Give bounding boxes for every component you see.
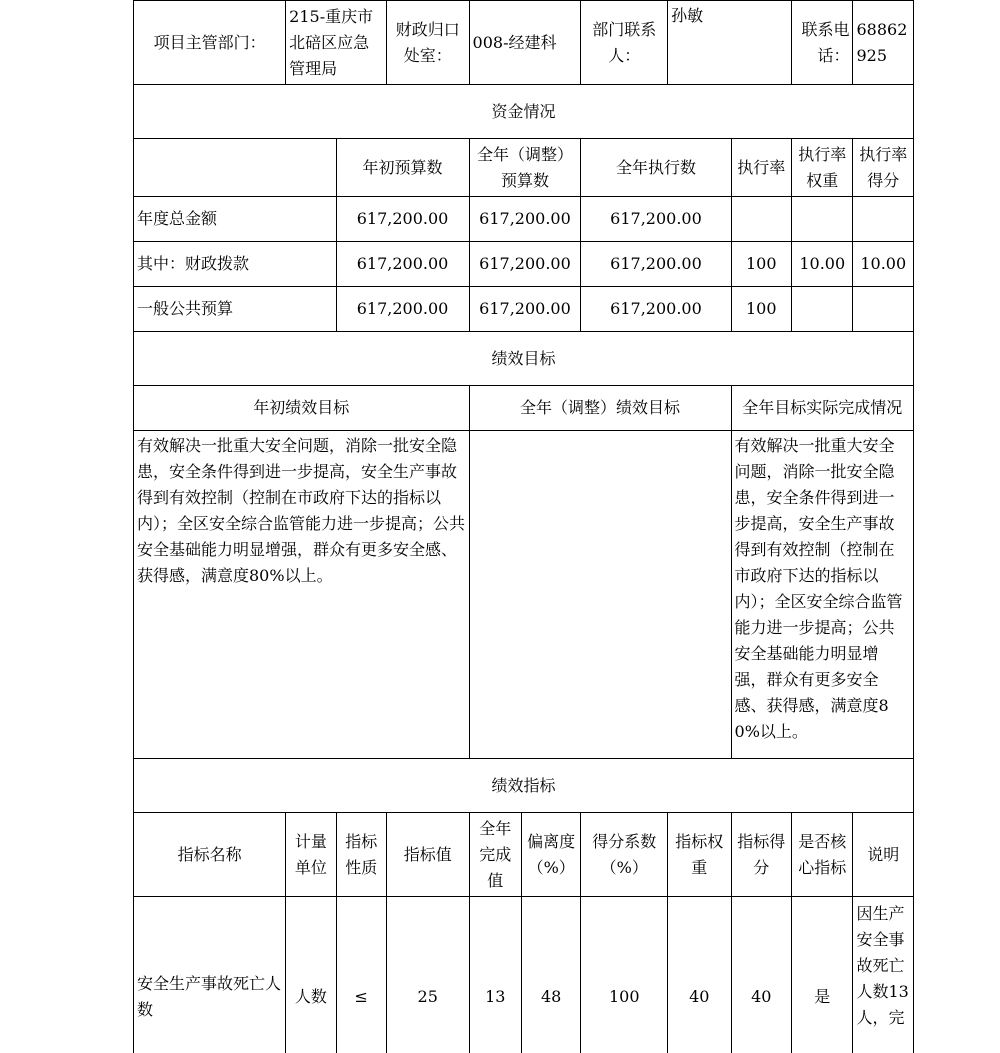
goals-content-row	[134, 431, 914, 759]
funds-row-rate	[731, 197, 791, 242]
funds-header-row	[134, 139, 914, 197]
funds-header-weight: 执行率权重	[792, 139, 853, 197]
funds-row-weight	[792, 197, 853, 242]
ind-name: 安全生产事故死亡人数	[134, 897, 286, 1053]
ind-header-core: 是否核心指标	[792, 813, 853, 897]
funds-row-label: 一般公共预算	[134, 287, 337, 332]
phone-label: 联系电话：	[792, 1, 853, 85]
finance-value: 008-经建科	[469, 1, 581, 85]
performance-table	[133, 0, 914, 1053]
funds-row	[134, 242, 914, 287]
contact-value: 孙敏	[668, 1, 792, 85]
goals-header-actual: 全年目标实际完成情况	[731, 386, 913, 431]
funds-row-initial: 617,200.00	[336, 197, 469, 242]
funds-row-score	[853, 197, 914, 242]
funds-header-initial: 年初预算数	[336, 139, 469, 197]
contact-label: 部门联系人：	[581, 1, 668, 85]
ind-header-target: 指标值	[386, 813, 469, 897]
funds-row-score: 10.00	[853, 242, 914, 287]
dept-value: 215-重庆市北碚区应急管理局	[286, 1, 387, 85]
ind-header-deviation: 偏离度（%）	[521, 813, 580, 897]
goals-adjusted-text	[469, 431, 731, 759]
ind-actual: 13	[469, 897, 521, 1053]
funds-row-score	[853, 287, 914, 332]
ind-coef: 100	[581, 897, 668, 1053]
goals-header-adjusted: 全年（调整）绩效目标	[469, 386, 731, 431]
finance-label: 财政归口处室：	[386, 1, 469, 85]
ind-nature: ≤	[336, 897, 386, 1053]
funds-row-initial: 617,200.00	[336, 242, 469, 287]
funds-row-executed: 617,200.00	[581, 287, 731, 332]
ind-header-actual: 全年完成值	[469, 813, 521, 897]
funds-header-blank	[134, 139, 337, 197]
indicators-header-row	[134, 813, 914, 897]
funds-row-adjusted: 617,200.00	[469, 242, 581, 287]
ind-target: 25	[386, 897, 469, 1053]
ind-header-weight: 指标权重	[668, 813, 731, 897]
funds-row-label: 其中：财政拨款	[134, 242, 337, 287]
funds-row-initial: 617,200.00	[336, 287, 469, 332]
goals-section-title: 绩效目标	[134, 332, 914, 386]
funds-row	[134, 197, 914, 242]
funds-row-adjusted: 617,200.00	[469, 197, 581, 242]
ind-weight: 40	[668, 897, 731, 1053]
ind-note: 因生产安全事故死亡人数13人，完	[856, 904, 909, 1027]
ind-deviation: 48	[521, 897, 580, 1053]
goals-initial-text: 有效解决一批重大安全问题，消除一批安全隐患，安全条件得到进一步提高，安全生产事故得到有效控制（控制在市政府下达的指标以内）；全区安全综合监管能力进一步提高；公共安全基础能力明显增强，群众有更多安全感、获得感，满意度80%以上。	[134, 431, 470, 759]
ind-header-coef: 得分系数（%）	[581, 813, 668, 897]
ind-header-unit: 计量单位	[286, 813, 336, 897]
ind-header-score: 指标得分	[731, 813, 791, 897]
ind-header-nature: 指标性质	[336, 813, 386, 897]
ind-header-name: 指标名称	[134, 813, 286, 897]
goals-header-row	[134, 386, 914, 431]
ind-score: 40	[731, 897, 791, 1053]
funds-header-adjusted: 全年（调整）预算数	[469, 139, 581, 197]
funds-row-executed: 617,200.00	[581, 197, 731, 242]
funds-row-weight: 10.00	[792, 242, 853, 287]
funds-row-weight	[792, 287, 853, 332]
funds-header-score: 执行率得分	[853, 139, 914, 197]
funds-row-label: 年度总金额	[134, 197, 337, 242]
funds-row	[134, 287, 914, 332]
header-row	[134, 1, 914, 85]
funds-row-rate: 100	[731, 287, 791, 332]
goals-header-initial: 年初绩效目标	[134, 386, 470, 431]
ind-core: 是	[792, 897, 853, 1053]
funds-header-executed: 全年执行数	[581, 139, 731, 197]
funds-section-title: 资金情况	[134, 85, 914, 139]
goals-actual-text: 有效解决一批重大安全问题，消除一批安全隐患，安全条件得到进一步提高，安全生产事故得到有效控制（控制在市政府下达的指标以内）；全区安全综合监管能力进一步提高；公共安全基础能力明显增强，群众有更多安全感、获得感，满意度80%以上。	[731, 431, 913, 759]
ind-unit: 人数	[286, 897, 336, 1053]
dept-label: 项目主管部门：	[134, 1, 286, 85]
funds-row-adjusted: 617,200.00	[469, 287, 581, 332]
funds-row-rate: 100	[731, 242, 791, 287]
funds-header-rate: 执行率	[731, 139, 791, 197]
ind-header-note: 说明	[853, 813, 914, 897]
indicator-row	[134, 897, 914, 1053]
indicators-section-title: 绩效指标	[134, 759, 914, 813]
ind-note-cell	[853, 897, 914, 1053]
funds-row-executed: 617,200.00	[581, 242, 731, 287]
phone-value: 68862925	[853, 1, 914, 85]
